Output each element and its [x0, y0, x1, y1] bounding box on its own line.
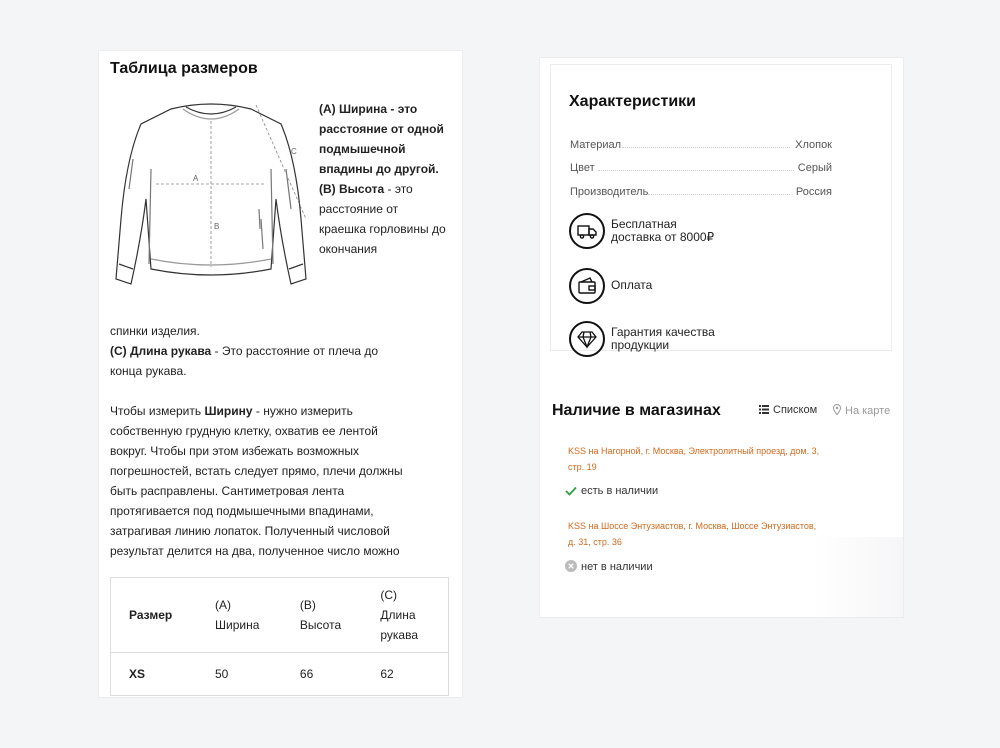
store-link-entuziastov[interactable]: KSS на Шоссе Энтузиастов, г. Москва, Шоссе Энтузиастов, д. 31, стр. 36	[568, 521, 817, 547]
sleeve-label: (С) Длина рукава	[110, 344, 212, 358]
characteristics-title: Характеристики	[569, 93, 697, 110]
height-label: (В) Высота	[319, 182, 385, 196]
char-row-material: Материал Хлопок	[570, 139, 832, 151]
cross-circle-icon	[565, 560, 577, 572]
table-cell-a: 50	[207, 653, 292, 696]
sleeve-description: - Это расстояние от плеча до конца рукава.	[110, 344, 379, 378]
label-a: A	[193, 174, 199, 183]
label-c: C	[291, 147, 297, 156]
list-icon	[759, 405, 769, 414]
sizes-table	[110, 577, 449, 696]
table-cell-size: XS	[111, 653, 208, 696]
label-b: B	[214, 222, 220, 231]
table-header-row	[111, 578, 449, 653]
diamond-icon	[569, 321, 605, 357]
stock-status-unavailable: нет в наличии	[565, 560, 653, 573]
table-header-b: (В) Высота	[292, 578, 372, 653]
stock-status-available: есть в наличии	[565, 485, 658, 497]
map-pin-icon	[833, 404, 841, 415]
table-header-a: (А) Ширина	[207, 578, 292, 653]
size-table-title: Таблица размеров	[110, 60, 258, 77]
size-description-full	[110, 321, 410, 381]
width-description: (А) Ширина - это расстояние от одной подмышечной впадины до другой.	[319, 102, 444, 176]
sweater-diagram	[111, 99, 311, 299]
check-icon	[565, 486, 577, 496]
height-description-end: спинки изделия.	[110, 324, 200, 338]
measure-bold: Ширину	[204, 404, 253, 418]
feature-payment: Оплата	[569, 268, 809, 304]
size-table-card	[98, 50, 463, 698]
feature-delivery: Бесплатная доставка от 8000₽	[569, 213, 809, 249]
char-row-manufacturer: Производитель Россия	[570, 186, 832, 198]
height-description: - это расстояние от краешка горловины до окончания	[319, 182, 446, 256]
wallet-icon	[569, 268, 605, 304]
view-map-button[interactable]: На карте	[833, 404, 890, 417]
store-link-nagornaya[interactable]: KSS на Нагорной, г. Москва, Электролитный проезд, дом. 3, стр. 19	[568, 446, 820, 472]
view-list-button[interactable]: Списком	[759, 404, 817, 416]
char-row-color: Цвет Серый	[570, 162, 832, 174]
feature-quality: Гарантия качества продукции	[569, 321, 809, 357]
truck-icon	[569, 213, 605, 249]
table-row	[111, 653, 449, 696]
characteristics-box	[550, 64, 892, 351]
table-cell-b: 66	[292, 653, 372, 696]
availability-title: Наличие в магазинах	[552, 402, 721, 419]
product-info-card	[539, 57, 904, 618]
measure-instructions: Чтобы измерить Ширину - нужно измерить собственную грудную клетку, охватив ее лентой вокруг. Чтобы при этом избежать возможных погрешностей, встать следует прямо, плечи должны быть расправлены. Сантиметровая лента протягивается под подмышечными впадинами, затрагивая линию лопаток. Полученный числовой результат делится на два, полученное число можно	[110, 404, 403, 558]
table-cell-c: 62	[372, 653, 448, 696]
scroll-fade	[813, 537, 903, 617]
table-header-size: Размер	[111, 578, 208, 653]
size-description-right	[319, 99, 447, 259]
table-header-c: (С) Длина рукава	[372, 578, 448, 653]
